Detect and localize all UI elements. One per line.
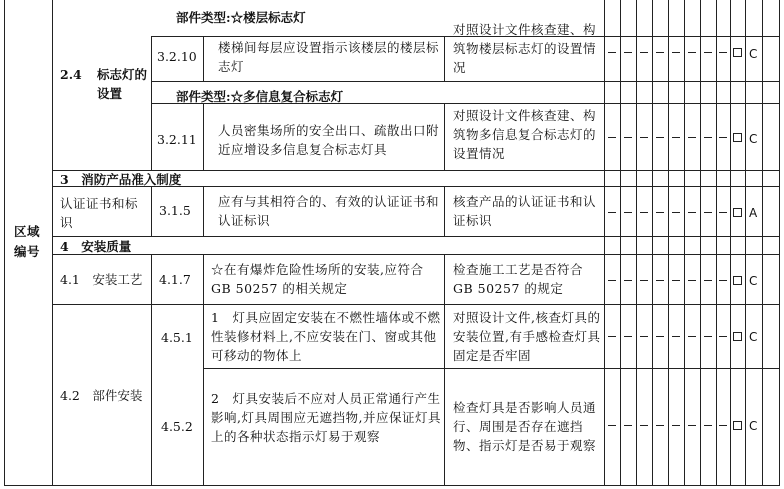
result-col-divider [745,0,746,486]
clause-requirement: 2 灯具安装后不应对人员正常通行产生影响,灯具周围应无遮挡物,并应保证灯具上的各种状态指示灯易于观察 [211,391,441,444]
chapter-3-heading: 3 消防产品准入制度 [60,172,182,187]
dash-mark [672,137,680,138]
col-divider [151,254,152,486]
clause-requirement: 人员密集场所的安全出口、疏散出口附近应增设多信息复合标志灯具 [218,123,440,157]
dash-mark [624,425,632,426]
clause-requirement: ☆在有爆炸危险性场所的安装,应符合 GB 50257 的相关规定 [211,262,424,296]
dash-mark [704,137,712,138]
col-divider [444,186,445,236]
dash-mark [688,280,696,281]
check-box[interactable] [733,421,742,430]
grade-label: C [749,330,758,344]
result-col-divider [636,0,637,486]
dash-mark [719,336,727,337]
clause-code: 4.1.7 [159,272,191,287]
grade-label: C [749,47,758,61]
dash-mark [640,52,648,53]
check-box[interactable] [733,48,742,57]
result-col-divider [668,0,669,486]
dash-mark [640,212,648,213]
dash-mark [704,212,712,213]
result-col-divider [716,0,717,486]
result-col-divider [700,0,701,486]
dash-mark [688,425,696,426]
dash-mark [640,425,648,426]
dash-mark [704,52,712,53]
dash-mark [672,336,680,337]
dash-mark [640,280,648,281]
row-rule [52,254,780,255]
col-divider [203,103,204,170]
check-box[interactable] [733,276,742,285]
row-rule [151,81,780,82]
dash-mark [608,425,616,426]
inspection-method: 对照设计文件核查建、构筑物多信息复合标志灯的设置情况 [453,108,597,161]
section-2-4-num: 2.4 [60,67,82,82]
grade-label: A [749,206,758,220]
dash-mark [656,425,664,426]
dash-mark [640,336,648,337]
inspection-method: 检查施工工艺是否符合 GB 50257 的规定 [453,262,584,296]
col-divider [604,0,605,486]
check-box[interactable] [733,332,742,341]
dash-mark [672,280,680,281]
col-divider [444,36,445,81]
result-col-divider [620,0,621,486]
check-box[interactable] [733,208,742,217]
clause-requirement: 楼梯间每层应设置指示该楼层的楼层标志灯 [218,40,440,74]
section-2-4-name-line2: 设置 [97,86,123,101]
dash-mark [640,137,648,138]
dash-mark [719,137,727,138]
dash-mark [672,425,680,426]
dash-mark [624,212,632,213]
group-install-process: 4.1 安装工艺 [60,272,143,287]
col-divider [52,0,53,486]
dash-mark [656,52,664,53]
group-certification: 认证证书和标识 [60,196,139,230]
table-border-left [4,0,5,486]
table-border-right [779,0,780,486]
col-divider [203,186,204,236]
component-type-floor-lamp: 部件类型:☆楼层标志灯 [176,10,306,25]
dash-mark [624,280,632,281]
table-border-bottom [4,485,780,486]
section-4-2-heading: 4.2 部件安装 [60,388,143,403]
clause-requirement: 应有与其相符合的、有效的认证证书和认证标识 [218,194,440,228]
clause-code: 3.2.10 [157,49,197,64]
check-box[interactable] [733,133,742,142]
col-divider [444,103,445,170]
grade-label: C [749,274,758,288]
dash-mark [688,336,696,337]
dash-mark [656,137,664,138]
dash-mark [608,212,616,213]
dash-mark [688,137,696,138]
row-rule [203,368,780,369]
dash-mark [688,52,696,53]
chapter-4-heading: 4 安装质量 [60,239,132,254]
side-label: 区域编号 [14,224,41,259]
row-rule [52,236,780,237]
dash-mark [608,52,616,53]
dash-mark [624,336,632,337]
component-type-multi-info-lamp: 部件类型:☆多信息复合标志灯 [176,89,344,104]
dash-mark [704,336,712,337]
row-rule [52,304,780,305]
col-divider [151,186,152,236]
dash-mark [608,336,616,337]
inspection-method: 对照设计文件,核查灯具的安装位置,有手感检查灯具固定是否牢固 [453,310,601,363]
result-col-divider [652,0,653,486]
inspection-table [4,0,780,486]
dash-mark [656,280,664,281]
clause-code: 4.5.1 [161,330,193,345]
dash-mark [672,52,680,53]
dash-mark [688,212,696,213]
dash-mark [608,280,616,281]
grade-label: C [749,132,758,146]
section-2-4-name: 标志灯的 [97,67,148,82]
inspection-method: 核查产品的认证证书和认证标识 [453,194,597,228]
dash-mark [656,336,664,337]
dash-mark [656,212,664,213]
dash-mark [704,425,712,426]
grade-label: C [749,419,758,433]
dash-mark [672,212,680,213]
inspection-method: 检查灯具是否影响人员通行、周围是否存在遮挡物、指示灯是否易于观察 [453,400,597,453]
col-divider [203,36,204,81]
dash-mark [719,425,727,426]
dash-mark [608,137,616,138]
result-col-divider [730,0,731,486]
dash-mark [719,280,727,281]
dash-mark [719,52,727,53]
dash-mark [624,137,632,138]
clause-code: 3.2.11 [157,132,197,147]
col-divider [203,254,204,486]
col-divider [444,254,445,486]
dash-mark [704,280,712,281]
clause-code: 3.1.5 [159,203,191,218]
inspection-method: 对照设计文件核查建、构筑物楼层标志灯的设置情况 [453,22,597,75]
dash-mark [719,212,727,213]
dash-mark [624,52,632,53]
result-col-divider [684,0,685,486]
clause-requirement: 1 灯具应固定安装在不燃性墙体或不燃性装修材料上,不应安装在门、窗或其他可移动的物体上 [211,310,441,363]
result-col-divider [762,0,763,486]
clause-code: 4.5.2 [161,419,193,434]
